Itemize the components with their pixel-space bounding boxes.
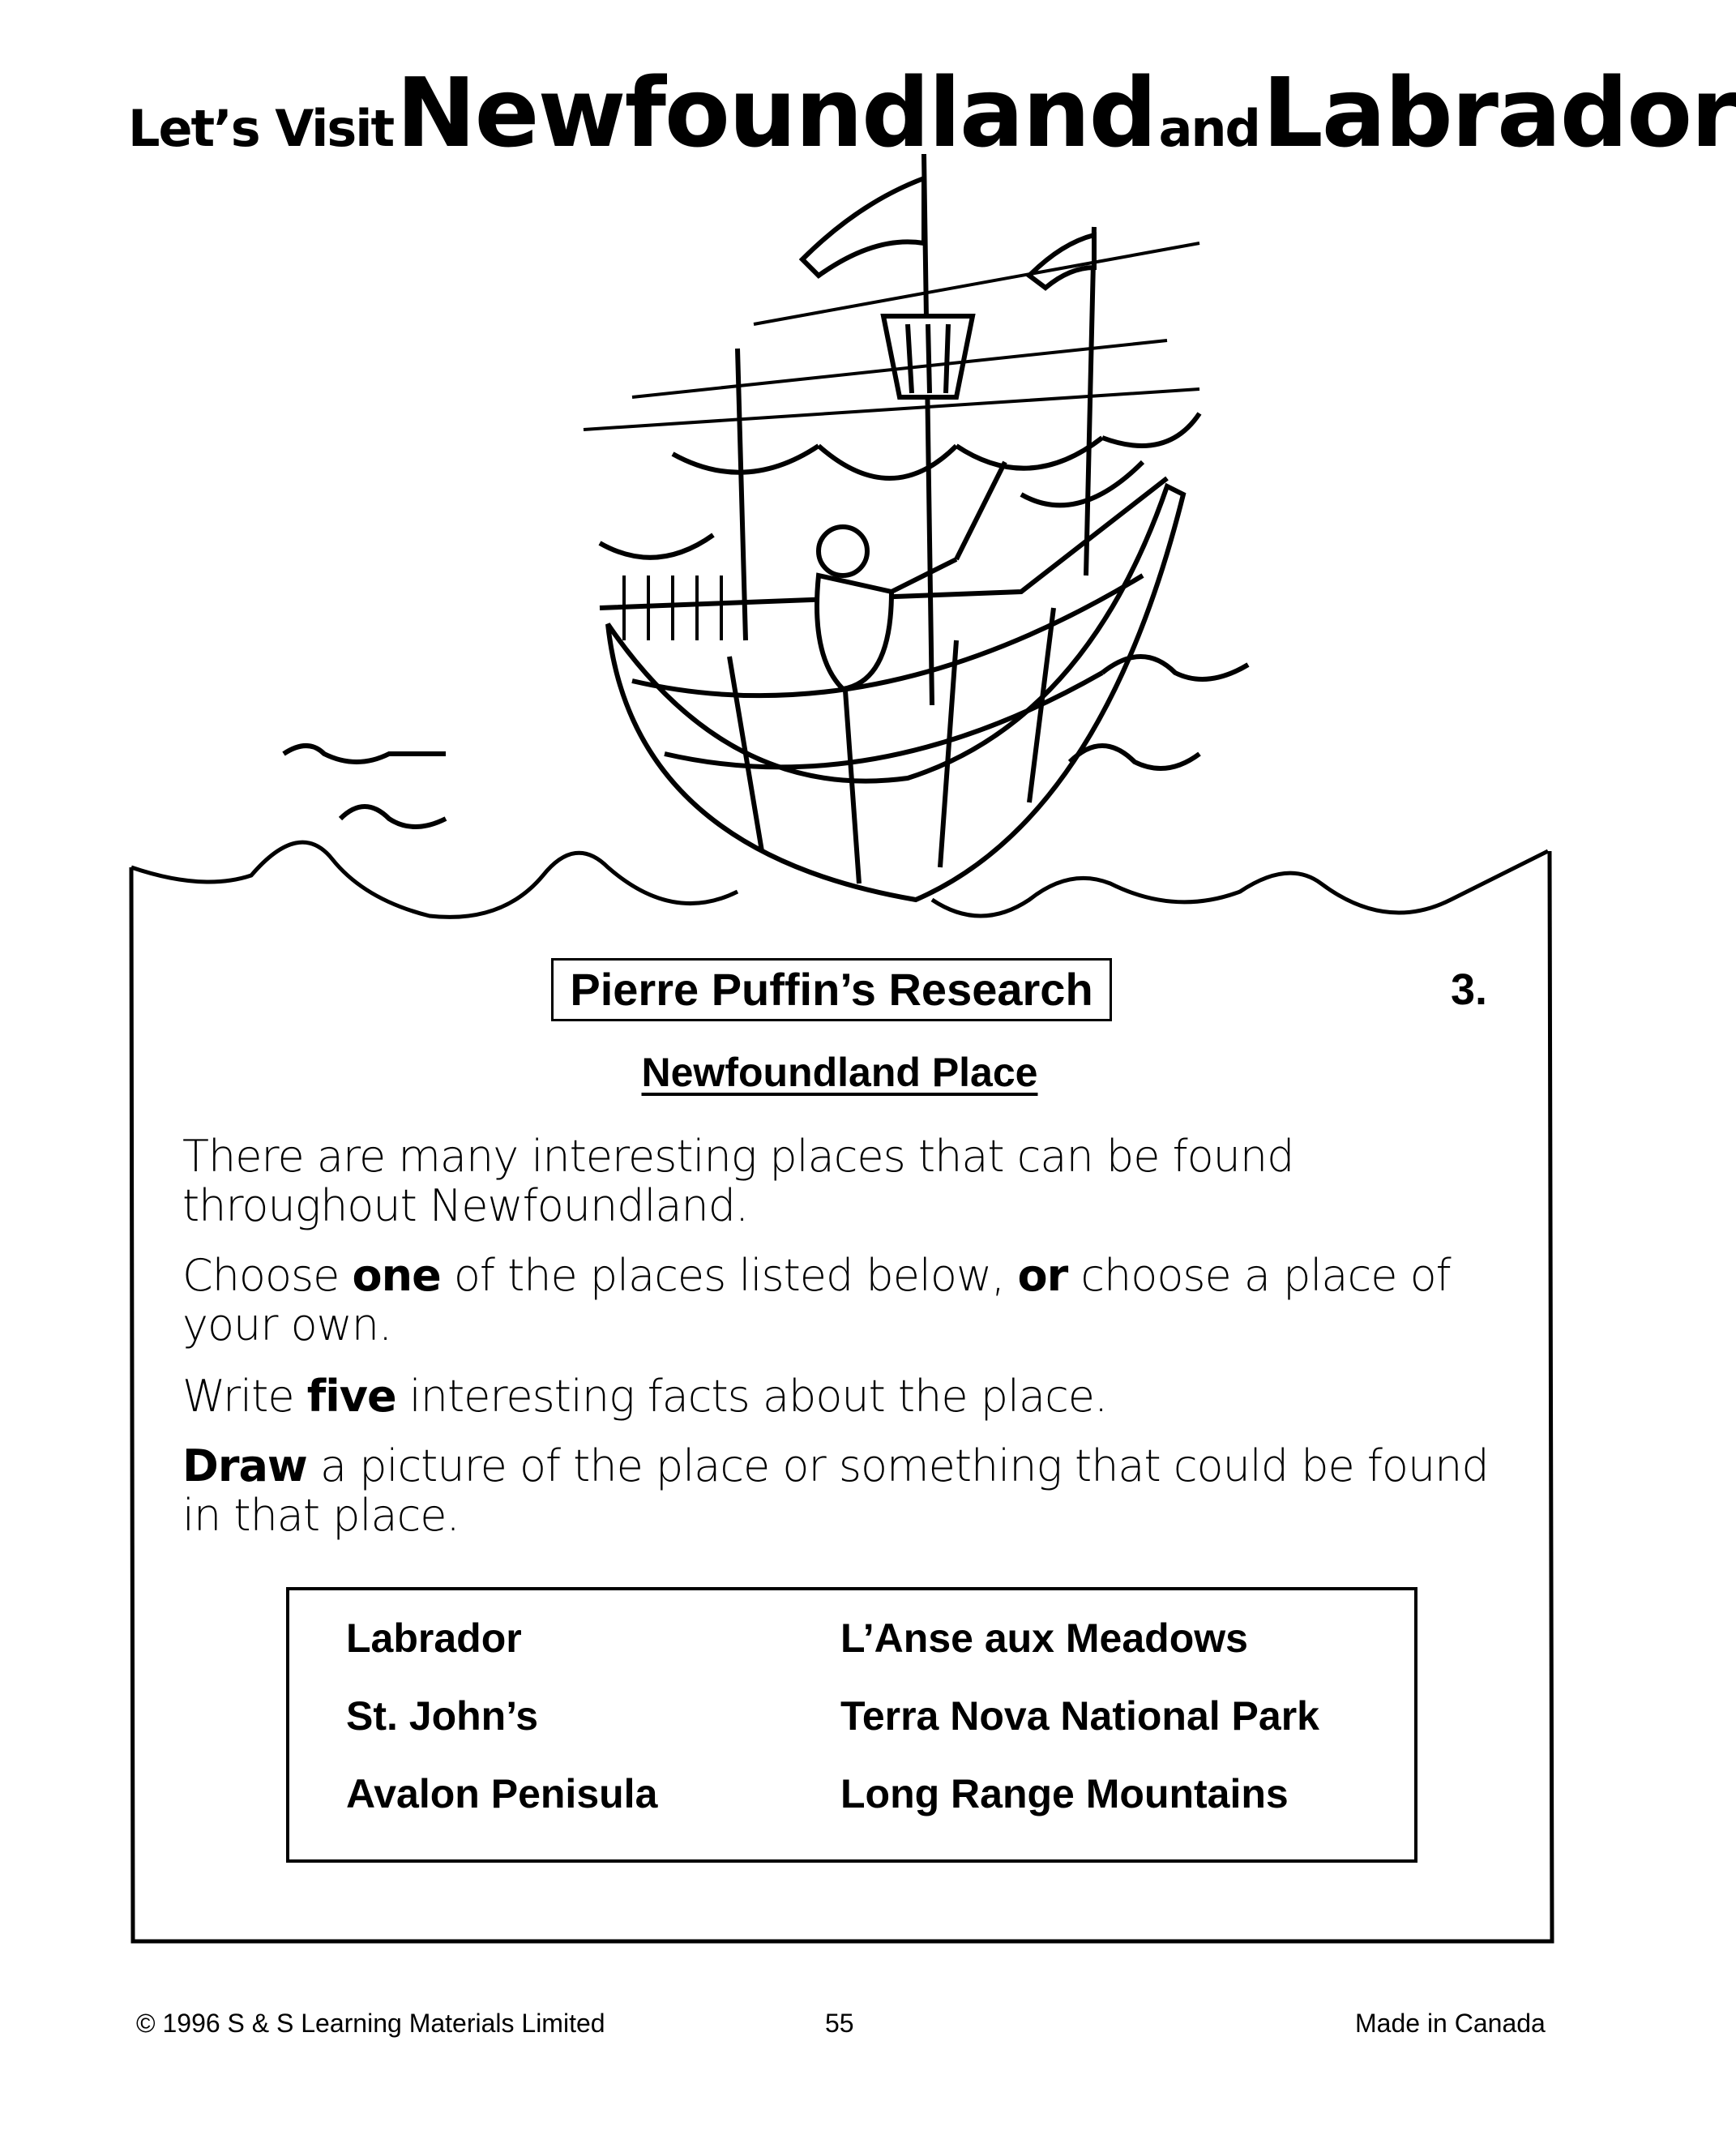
list-item: Terra Nova National Park bbox=[840, 1693, 1319, 1739]
instruction-paragraph-1: There are many interesting places that can be found throughout Newfoundland. bbox=[182, 1131, 1294, 1231]
emphasis-or: or bbox=[1017, 1250, 1068, 1301]
footer-made-in: Made in Canada bbox=[1355, 2009, 1546, 2038]
list-item: Long Range Mountains bbox=[840, 1771, 1289, 1816]
emphasis-one: one bbox=[352, 1250, 441, 1301]
subtitle-text: Newfoundland Place bbox=[641, 1050, 1038, 1095]
emphasis-draw: Draw bbox=[182, 1440, 307, 1491]
footer-page-number: 55 bbox=[825, 2009, 854, 2038]
list-item: Labrador bbox=[346, 1615, 522, 1661]
title-labrador: Labrador bbox=[1262, 57, 1736, 169]
footer-copyright: © 1996 S & S Learning Materials Limited bbox=[136, 2009, 605, 2038]
text: of the places listed below, bbox=[440, 1250, 1018, 1301]
title-newfoundland: Newfoundland bbox=[396, 57, 1156, 169]
text: Write bbox=[182, 1371, 307, 1422]
list-item: Avalon Penisula bbox=[346, 1771, 658, 1816]
ship-illustration bbox=[389, 154, 1321, 916]
activity-number: 3. bbox=[1451, 965, 1488, 1014]
text: interesting facts about the place. bbox=[396, 1371, 1108, 1422]
list-item: St. John’s bbox=[346, 1693, 539, 1739]
text: choose a place of your own. bbox=[182, 1250, 1451, 1350]
text: Choose bbox=[182, 1250, 353, 1301]
instruction-paragraph-2 bbox=[182, 1251, 1512, 1350]
page-title bbox=[128, 57, 1736, 169]
emphasis-five: five bbox=[306, 1371, 396, 1422]
text: a picture of the place or something that could be found in that place. bbox=[182, 1440, 1489, 1541]
section-subtitle bbox=[0, 1049, 1679, 1096]
instruction-paragraph-4 bbox=[182, 1441, 1512, 1540]
list-item: L’Anse aux Meadows bbox=[840, 1615, 1248, 1661]
places-list-box bbox=[286, 1587, 1417, 1863]
instruction-paragraph-3 bbox=[182, 1371, 1512, 1421]
title-and: and bbox=[1158, 99, 1259, 158]
research-heading-box: Pierre Puffin’s Research bbox=[551, 958, 1112, 1021]
title-lets-visit: Let’s Visit bbox=[128, 99, 394, 158]
